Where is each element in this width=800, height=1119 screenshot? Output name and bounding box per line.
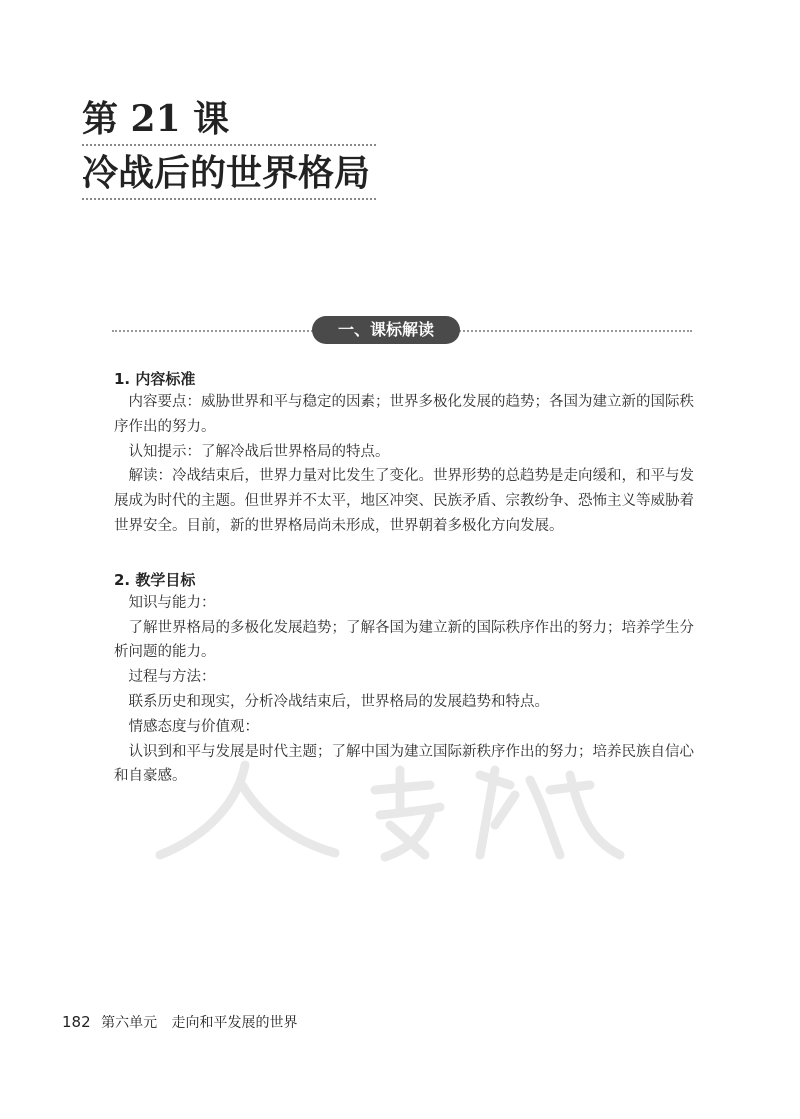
- teaching-goals-heading: 2. 教学目标: [114, 570, 196, 589]
- content-standard-heading: 1. 内容标准: [114, 370, 196, 388]
- key-points-paragraph: 内容要点：威胁世界和平与稳定的因素；世界多极化发展的趋势；各国为建立新的国际秩序作出的努力。: [114, 394, 694, 435]
- footer-unit: 第六单元: [101, 1015, 158, 1031]
- page-footer: [62, 1012, 298, 1032]
- lesson-title: [82, 96, 382, 200]
- interpretation-paragraph: 解读：冷战结束后，世界力量对比发生了变化。世界形势的总趋势是走向缓和，和平与发展成为时代的主题。但世界并不太平，地区冲突、民族矛盾、宗教纷争、恐怖主义等威胁着世界安全。目前，新的世界格局尚未形成，世界朝着多极化方向发展。: [114, 468, 694, 534]
- attitude-paragraph: 认识到和平与发展是时代主题；了解中国为建立国际新秩序作出的努力；培养民族自信心和自豪感。: [114, 743, 694, 785]
- knowledge-paragraph: 了解世界格局的多极化发展趋势；了解各国为建立新的国际秩序作出的努力；培养学生分析问题的能力。: [114, 619, 694, 661]
- cognitive-hint-paragraph: 认知提示：了解冷战后世界格局的特点。: [128, 443, 390, 460]
- lesson-number: 第 21 课: [82, 96, 376, 146]
- main-content: [114, 368, 694, 789]
- publisher-watermark: [150, 755, 690, 865]
- attitude-label: 情感态度与价值观：: [128, 718, 259, 735]
- process-label: 过程与方法：: [128, 669, 216, 686]
- knowledge-label: 知识与能力：: [128, 594, 216, 611]
- page-number: 182: [62, 1013, 91, 1031]
- footer-unit-title: 走向和平发展的世界: [171, 1015, 298, 1031]
- process-paragraph: 联系历史和现实，分析冷战结束后，世界格局的发展趋势和特点。: [128, 693, 549, 710]
- lesson-name: 冷战后的世界格局: [82, 150, 376, 200]
- section-heading: 一、课标解读: [312, 316, 460, 344]
